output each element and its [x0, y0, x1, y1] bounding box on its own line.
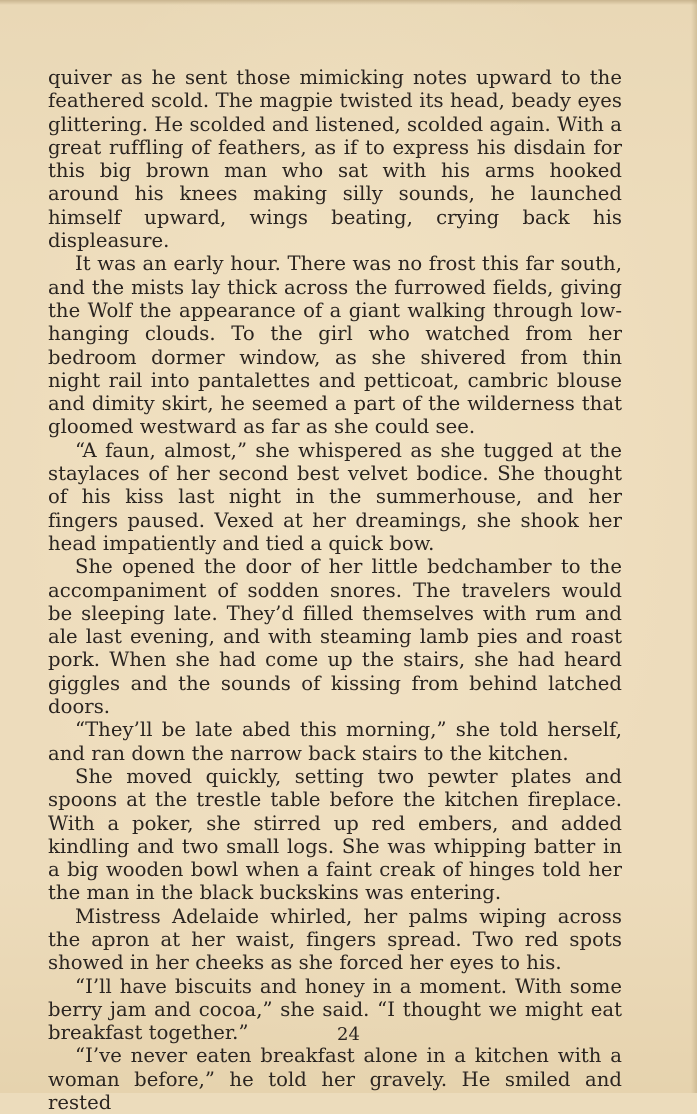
page-number: 24: [337, 1024, 360, 1045]
paragraph-3: “A faun, almost,” she whispered as she tugged at the staylaces of her second best velvet bodice. She thought of his kiss last night in the summerhouse, and her fingers paused. Vexed at her dreamings, she shook her head impatiently and tied a quick bow.: [48, 438, 622, 555]
page-right-edge: [691, 0, 697, 1093]
paragraph-9: “I’ve never eaten breakfast alone in a kitchen with a woman before,” he told her gravely. He smiled and rested: [48, 1044, 622, 1114]
page-top-edge: [0, 0, 697, 5]
paragraph-2: It was an early hour. There was no frost this far south, and the mists lay thick across the furrowed fields, giving the Wolf the appearance of a giant walking through low-hanging clouds. To the girl who watched from her bedroom dormer window, as she shivered from thin night rail into pantalettes and petticoat, cambric blouse and dimity skirt, he seemed a part of the wilderness that gloomed westward as far as she could see.: [48, 252, 622, 439]
body-text: [48, 66, 622, 1114]
paragraph-5: “They’ll be late abed this morning,” she told herself, and ran down the narrow back stairs to the kitchen.: [48, 718, 622, 765]
paragraph-4: She opened the door of her little bedchamber to the accompaniment of sodden snores. The travelers would be sleeping late. They’d filled themselves with rum and ale last evening, and with steaming lamb pies and roast pork. When she had come up the stairs, she had heard giggles and the sounds of kissing from behind latched doors.: [48, 555, 622, 719]
paragraph-8: “I’ll have biscuits and honey in a moment. With some berry jam and cocoa,” she said. “I thought we might eat breakfast together.”: [48, 974, 622, 1045]
paragraph-1: quiver as he sent those mimicking notes upward to the feathered scold. The magpie twisted its head, beady eyes glittering. He scolded and listened, scolded again. With a great ruffling of feathers, as if to express his disdain for this big brown man who sat with his arms hooked around his knees making silly sounds, he launched himself upward, wings beating, crying back his displeasure.: [48, 66, 622, 253]
paragraph-7: Mistress Adelaide whirled, her palms wiping across the apron at her waist, fingers spread. Two red spots showed in her cheeks as she forced her eyes to his.: [48, 904, 622, 975]
paragraph-6: She moved quickly, setting two pewter plates and spoons at the trestle table before the kitchen fireplace. With a poker, she stirred up red embers, and added kindling and two small logs. She was whipping batter in a big wooden bowl when a faint creak of hinges told her the man in the black buckskins was entering.: [48, 764, 622, 905]
